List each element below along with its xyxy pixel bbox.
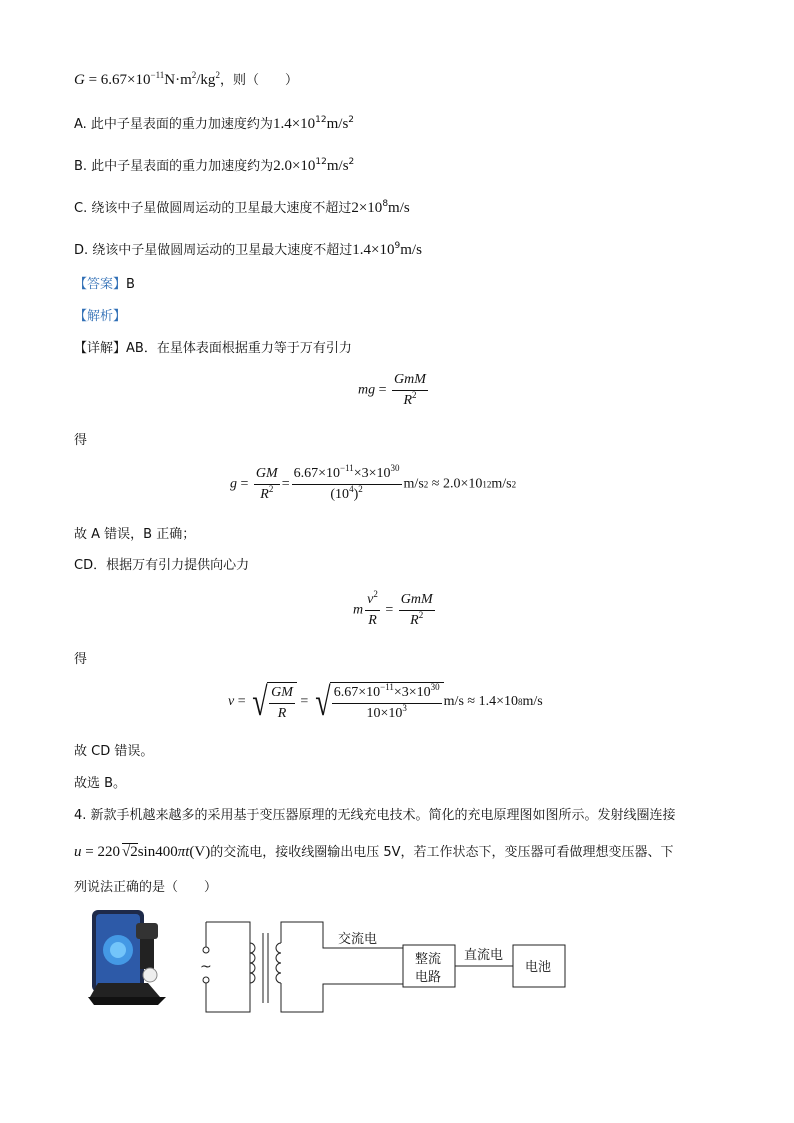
de-2: 得: [74, 652, 88, 667]
battery-label: 电池: [525, 960, 552, 975]
ac-source-symbol: ~: [200, 959, 212, 975]
equation-centripetal: m $\frac{v^2}{R}$ = $\frac{\text{GmM}}{R^2}$: [353, 589, 433, 628]
rectifier-label-1: 整流: [415, 952, 442, 967]
q4-line-2: u = 220 √2sin400πt(V)的交流电，接收线圈输出电压 5V，若工作状态下，变压器可看做理想变压器、下: [74, 844, 674, 860]
de-1: 得: [74, 433, 88, 448]
primary-circuit: [203, 922, 565, 1012]
equation-g-value: g = $\frac{GM}{R^2}$ = $\frac{6.67\times 10^{-11}\times 3\times 10^{30}}{(10^4)^2}$ m/s2 ≈ 2.0×1012m/s2: [230, 463, 517, 502]
answer-label: 【答案】: [74, 277, 127, 292]
detail-line: 【详解】AB．在星体表面根据重力等于万有引力: [74, 341, 352, 356]
choose-line: 故选 B。: [74, 776, 127, 791]
dc-label: 直流电: [464, 948, 504, 963]
conclusion-ab: 故 A 错误，B 正确；: [74, 527, 196, 542]
rectifier-label-2: 电路: [415, 970, 442, 985]
conclusion-cd: 故 CD 错误。: [74, 744, 154, 759]
constant-g-line: $G = 6.67\times 10^{-11}N\cdot m^2/kg^2$，则（ ）: [74, 70, 298, 88]
circuit-diagram-svg: [88, 905, 578, 1015]
answer-value: B: [126, 277, 135, 292]
option-d: D. 绕该中子星做圆周运动的卫星最大速度不超过$1.4\times 10^9m/s$: [74, 241, 422, 258]
q4-line-1: 4. 新款手机越来越多的采用基于变压器原理的无线充电技术。简化的充电原理图如图所示。发射线圈连接: [74, 808, 676, 823]
option-a: A. 此中子星表面的重力加速度约为$1.4\times 10^{12}m/s^2$: [74, 115, 355, 132]
wireless-charger-image: [88, 910, 166, 1005]
equation-gravity: mg = $\frac{\text{GmM}}{R^2}$: [358, 372, 426, 408]
cd-line: CD．根据万有引力提供向心力: [74, 558, 250, 573]
option-b: B. 此中子星表面的重力加速度约为$2.0\times 10^{12}m/s^2$: [74, 157, 355, 174]
charging-diagram: [88, 905, 578, 1019]
ac-label: 交流电: [338, 932, 378, 947]
answer-line: [74, 275, 135, 295]
equation-v-value: v = √ $\frac{GM}{R}$ = √ $\frac{6.67\times 10^{-11}\times 3\times 10^{30}}{10\times 10^3}$ m/s ≈ 1.4×108m/s: [228, 679, 543, 724]
option-c: C. 绕该中子星做圆周运动的卫星最大速度不超过$2\times 10^8m/s$: [74, 199, 410, 216]
analysis-label: 【解析】: [74, 309, 127, 324]
q4-line-3: 列说法正确的是（ ）: [74, 880, 218, 895]
